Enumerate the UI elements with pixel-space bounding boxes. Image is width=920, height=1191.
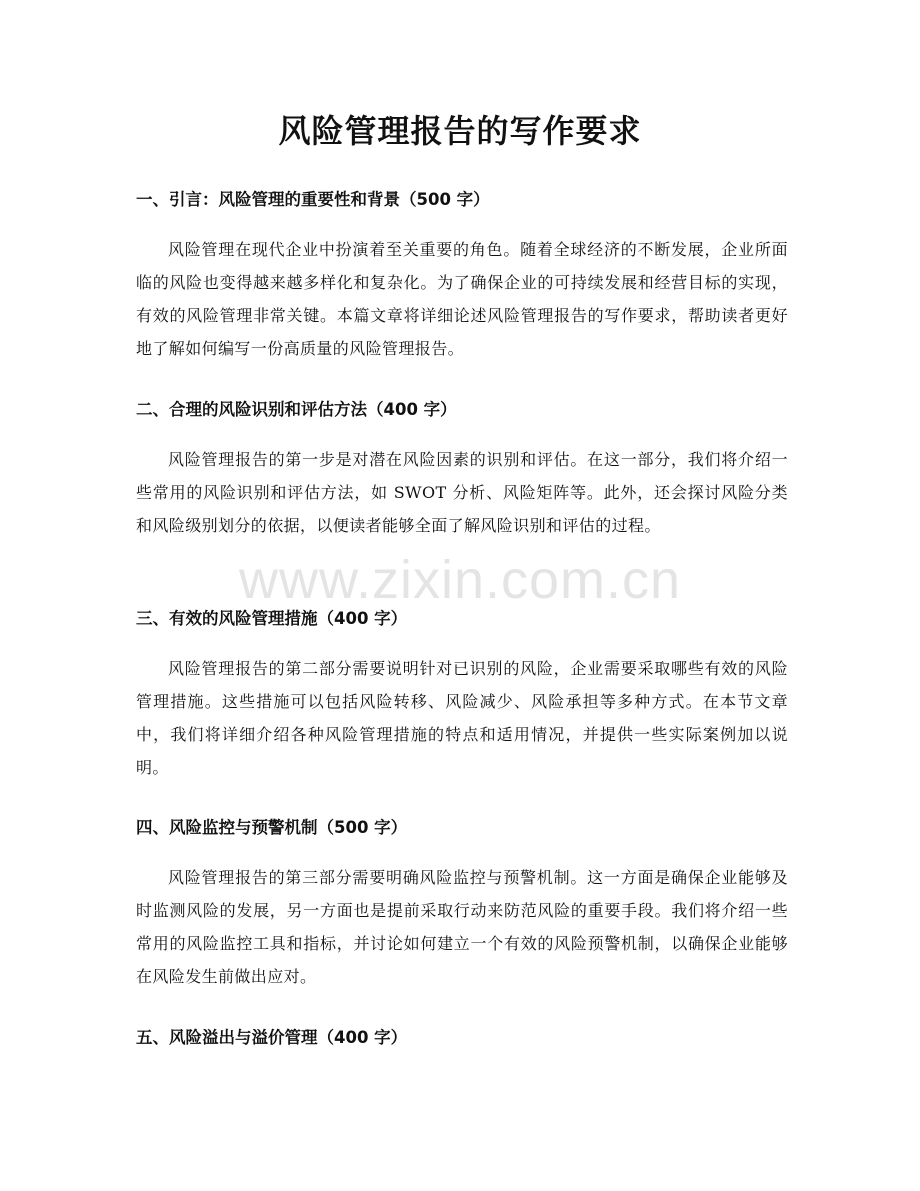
section-heading-5: 五、风险溢出与溢价管理（400 字） bbox=[136, 1028, 408, 1047]
section-body-4: 风险管理报告的第三部分需要明确风险监控与预警机制。这一方面是确保企业能够及时监测风险的发展，另一方面也是提前采取行动来防范风险的重要手段。我们将介绍一些常用的风险监控工具和指标，并讨论如何建立一个有效的风险预警机制，以确保企业能够在风险发生前做出应对。 bbox=[136, 868, 788, 986]
section-body-3: 风险管理报告的第二部分需要说明针对已识别的风险，企业需要采取哪些有效的风险管理措施。这些措施可以包括风险转移、风险减少、风险承担等多种方式。在本节文章中，我们将详细介绍各种风险管理措施的特点和适用情况，并提供一些实际案例加以说明。 bbox=[136, 659, 788, 777]
document-title: 风险管理报告的写作要求 bbox=[278, 112, 642, 150]
watermark-text: www.zixin.com.cn bbox=[238, 550, 682, 610]
section-heading-4: 四、风险监控与预警机制（500 字） bbox=[136, 818, 408, 837]
section-heading-1: 一、引言：风险管理的重要性和背景（500 字） bbox=[136, 190, 490, 209]
section-body-2: 风险管理报告的第一步是对潜在风险因素的识别和评估。在这一部分，我们将介绍一些常用的风险识别和评估方法，如 SWOT 分析、风险矩阵等。此外，还会探讨风险分类和风险级别划分的依据，以便读者能够全面了解风险识别和评估的过程。 bbox=[136, 450, 788, 535]
section-body-1: 风险管理在现代企业中扮演着至关重要的角色。随着全球经济的不断发展，企业所面临的风险也变得越来越多样化和复杂化。为了确保企业的可持续发展和经营目标的实现，有效的风险管理非常关键。本篇文章将详细论述风险管理报告的写作要求，帮助读者更好地了解如何编写一份高质量的风险管理报告。 bbox=[136, 240, 788, 358]
section-heading-2: 二、合理的风险识别和评估方法（400 字） bbox=[136, 400, 457, 419]
section-heading-3: 三、有效的风险管理措施（400 字） bbox=[136, 609, 408, 628]
